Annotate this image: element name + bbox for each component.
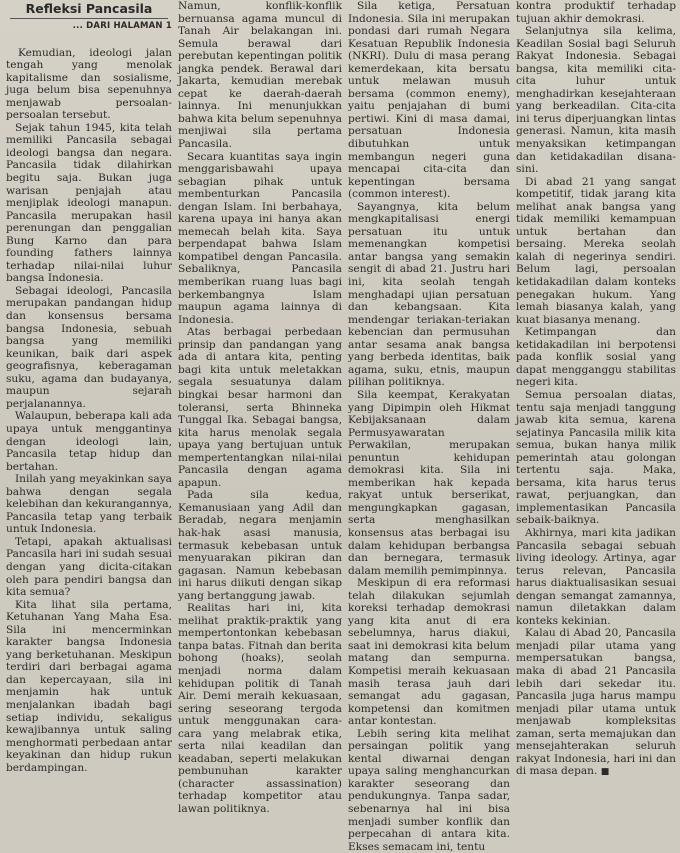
paragraph: Semua persoalan diatas, tentu saja menjadi tanggung jawab kita semua, karena sejatinya Pancasila milik kita semua, bukan hanya milik pemerintah atau golongan tertentu saja. Maka, bersama, kita harus terus rawat, perjuangkan, dan implementasikan Pancasila sebaik-baiknya. bbox=[516, 388, 676, 527]
paragraph: Sejak tahun 1945, kita telah memiliki Pancasila sebagai ideologi bangsa dan negara. Pancasila tidak dilahirkan begitu saja. Bukan juga warisan penjajah atau menjiplak ideologi manapun. Pancasila merupakan hasil perenungan dan penggalian Bung Karno dan para founding fathers lainnya terhadap nilai-nilai luhur bangsa Indonesia. bbox=[6, 121, 172, 285]
paragraph: Di abad 21 yang sangat kompetitif, tidak jarang kita melihat anak bangsa yang tidak memiliki kemampuan untuk bertahan dan bersaing. Mereka seolah kalah di negerinya sendiri. Belum lagi, persoalan ketidakadilan dalam konteks penegakan hukum. Yang lemah biasanya kalah, yang kuat biasanya menang. bbox=[516, 175, 676, 326]
paragraph: Sila ketiga, Persatuan Indonesia. Sila ini merupakan pondasi dari rumah Negara Kesatuan Republik Indonesia (NKRI). Dulu di masa perang kemerdekaan, kita bersatu untuk melawan musuh bersama (common enemy), yaitu penjajahan di bumi pertiwi. Kini di masa damai, persatuan Indonesia dibutuhkan untuk membangun negeri guna mencapai cita-cita dan kepentingan bersama (common interest). bbox=[348, 0, 510, 201]
paragraph: Ketimpangan dan ketidakadilan ini berpotensi pada konflik sosial yang dapat mengganggu stabilitas negeri kita. bbox=[516, 326, 676, 389]
paragraph: Sayangnya, kita belum mengkapitalisasi energi persatuan itu untuk memenangkan kompetisi antar bangsa yang semakin sengit di abad 21. Justru hari ini, kita seolah tengah menghadapi ujian persatuan dan kebangsaan. Kita mendengar teriakan-teriakan kebencian dan permusuhan antar sesama anak bangsa yang berbeda identitas, baik agama, suku, etnis, maupun pilihan politiknya. bbox=[348, 200, 510, 389]
paragraph: Akhirnya, mari kita jadikan Pancasila sebagai sebuah living ideology. Artinya, agar terus relevan, Pancasila harus diaktualisasikan sesuai dengan semangat zamannya, namun diletakkan dalam konteks kekinian. bbox=[516, 526, 676, 627]
paragraph: Realitas hari ini, kita melihat praktik-praktik yang mempertontonkan kebebasan tanpa batas. Fitnah dan berita bohong (hoaks), seolah menjadi norma dalam kehidupan politik di Tanah Air. Demi meraih kekuasaan, sering seseorang tergoda untuk menggunakan cara-cara yang melabrak etika, serta nilai keadilan dan keadaban, seperti melakukan pembunuhan karakter (character assassination) terhadap kompetitor atau lawan politiknya. bbox=[178, 602, 342, 815]
article-column-2 bbox=[178, 0, 342, 815]
article-column-3 bbox=[348, 0, 510, 853]
paragraph: Inilah yang meyakinkan saya bahwa dengan segala kelebihan dan kekurangannya, Pancasila tetap yang terbaik untuk Indonesia. bbox=[6, 473, 172, 536]
paragraph: Selanjutnya sila kelima, Keadilan Sosial bagi Seluruh Rakyat Indonesia. Sebagai bangsa, kita memiliki cita-cita luhur untuk menghadirkan kesejahteraan yang berkeadilan. Cita-cita ini terus diperjuangkan lintas generasi. Namun, kita masih menyaksikan ketimpangan dan ketidakadilan disana-sini. bbox=[516, 25, 676, 176]
end-mark-icon: ■ bbox=[600, 767, 610, 778]
continuation-label: ... DARI HALAMAN 1 bbox=[72, 21, 172, 31]
rubric-divider bbox=[10, 18, 168, 19]
paragraph: Meskipun di era reformasi telah dilakukan sejumlah koreksi terhadap demokrasi yang kita anut di era sebelumnya, harus diakui, saat ini demokrasi kita belum matang dan sempurna. Kompetisi meraih kekuasaan masih terasa jauh dari semangat adu gagasan, kompetensi dan komitmen antar kontestan. bbox=[348, 577, 510, 728]
article-column-1 bbox=[6, 0, 172, 774]
article-column-4 bbox=[516, 0, 676, 778]
paragraph: Atas berbagai perbedaan prinsip dan pandangan yang ada di antara kita, penting bagi kita untuk meletakkan segala sesuatunya dalam bingkai besar harmoni dan toleransi, serta Bhinneka Tunggal Ika. Sebagai bangsa, kita harus menolak segala upaya yang bertujuan untuk mempertentangkan nilai-nilai Pancasila dengan agama apapun. bbox=[178, 326, 342, 489]
paragraph: Walaupun, beberapa kali ada upaya untuk menggantinya dengan ideologi lain, Pancasila tetap hidup dan bertahan. bbox=[6, 410, 172, 473]
paragraph: Secara kuantitas saya ingin menggarisbawahi upaya sebagian pihak untuk membenturkan Pancasila dengan Islam. Ini berbahaya, karena upaya ini hanya akan memecah belah kita. Saya berpendapat bahwa Islam kompatibel dengan Pancasila. Sebaliknya, Pancasila memberikan ruang luas bagi berkembangnya Islam maupun agama lainnya di Indonesia. bbox=[178, 150, 342, 326]
paragraph: Namun, konflik-konflik bernuansa agama muncul di Tanah Air belakangan ini. Semula berawal dari perebutan kepentingan politik jangka pendek. Berawal dari Jakarta, kemudian merebak cepat ke daerah-daerah lainnya. Ini menunjukkan bahwa kita belum sepenuhnya menjiwai sila pertama Pancasila. bbox=[178, 0, 342, 151]
paragraph-final bbox=[516, 627, 676, 779]
paragraph: Kita lihat sila pertama, Ketuhanan Yang Maha Esa. Sila ini mencerminkan karakter bangsa Indonesia yang berketuhanan. Meskipun terdiri dari berbagai agama dan kepercayaan, sila ini menjamin hak untuk menjalankan ibadah bagi setiap individu, sekaligus kewajibannya untuk saling menghormati perbedaan antar keyakinan dan hidup rukun berdampingan. bbox=[6, 598, 172, 774]
paragraph: Sila keempat, Kerakyatan yang Dipimpin oleh Hikmat Kebijaksanaan dalam Permusyawaratan Perwakilan, merupakan penuntun kehidupan demokrasi kita. Sila ini memberikan hak kepada rakyat untuk berserikat, mengungkapkan gagasan, serta menghasilkan konsensus atas berbagai isu dalam kehidupan berbangsa dan bernegara, termasuk dalam memilih pemimpinnya. bbox=[348, 388, 510, 577]
paragraph: Tetapi, apakah aktualisasi Pancasila hari ini sudah sesuai dengan yang dicita-citakan oleh para pendiri bangsa dan kita semua? bbox=[6, 535, 172, 599]
column-rubric-title: Refleksi Pancasila bbox=[25, 1, 153, 16]
paragraph: kontra produktif terhadap tujuan akhir demokrasi. bbox=[516, 0, 676, 25]
paragraph: Kemudian, ideologi jalan tengah yang menolak kapitalisme dan sosialisme, juga belum bisa sepenuhnya menjawab persoalan-persoalan tersebut. bbox=[6, 46, 172, 122]
paragraph-text: Kalau di Abad 20, Pancasila menjadi pilar utama yang mempersatukan bangsa, maka di abad 21 Pancasila lebih dari sekedar itu. Pancasila juga harus mampu menjadi pilar utama untuk menjawab kompleksitas zaman, serta memajukan dan mensejahterakan seluruh rakyat Indonesia, hari ini dan di masa depan. bbox=[516, 627, 676, 778]
paragraph: Sebagai ideologi, Pancasila merupakan pandangan hidup dan konsensus bersama bangsa Indonesia, sebuah bangsa yang memiliki keunikan, baik dari aspek geografisnya, keberagaman suku, agama dan budayanya, maupun sejarah perjalanannya. bbox=[6, 284, 172, 410]
paragraph: Lebih sering kita melihat persaingan politik yang kental diwarnai dengan upaya saling menghancurkan karakter seseorang dan pendukungnya. Tanpa sadar, sebenarnya hal ini bisa menjadi sumber konflik dan perpecahan di antara kita. Ekses semacam ini, tentu bbox=[348, 727, 510, 853]
paragraph: Pada sila kedua, Kemanusiaan yang Adil dan Beradab, negara menjamin hak-hak asasi manusia, termasuk kebebasan untuk menyuarakan pikiran dan gagasan. Namun kebebasan ini harus diikuti dengan sikap yang bertanggung jawab. bbox=[178, 489, 342, 602]
